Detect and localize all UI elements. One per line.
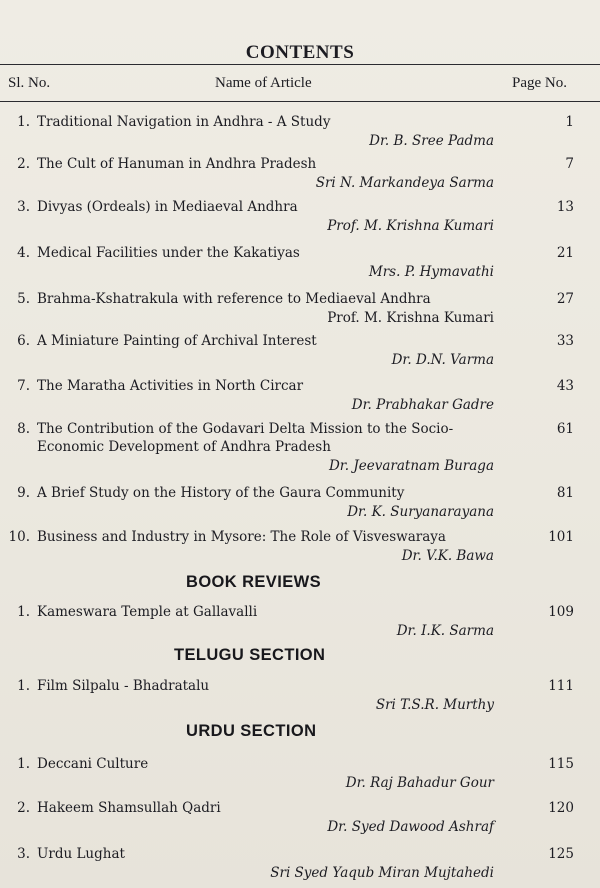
- section-heading-book-reviews: BOOK REVIEWS: [186, 573, 321, 591]
- entry-number: 3.: [17, 199, 30, 215]
- entry-page: 61: [556, 421, 574, 437]
- entry-author: Dr. Jeevaratnam Buraga: [328, 458, 494, 474]
- entry-number: 2.: [17, 800, 30, 816]
- entry-title: Divyas (Ordeals) in Mediaeval Andhra: [37, 199, 298, 215]
- entry-author: Sri T.S.R. Murthy: [375, 697, 494, 713]
- entry-page: 27: [556, 291, 574, 307]
- entry-title: Medical Facilities under the Kakatiyas: [37, 245, 300, 261]
- entry-title: Business and Industry in Mysore: The Role of Visveswaraya: [37, 529, 446, 545]
- column-sl-no: Sl. No.: [8, 75, 51, 91]
- entry-page: 33: [556, 333, 574, 349]
- entry-title: Kameswara Temple at Gallavalli: [37, 604, 258, 620]
- entry-author: Sri Syed Yaqub Miran Mujtahedi: [270, 865, 494, 881]
- entry-title: Hakeem Shamsullah Qadri: [37, 800, 221, 816]
- entry-page: 7: [565, 156, 574, 172]
- entry-number: 2.: [17, 156, 30, 172]
- entry-number: 1.: [17, 114, 30, 130]
- entry-number: 1.: [17, 756, 30, 772]
- header-bottom-rule: [0, 101, 600, 102]
- entry-title: Urdu Lughat: [37, 846, 125, 862]
- entry-author: Dr. B. Sree Padma: [369, 133, 494, 149]
- page-title: CONTENTS: [245, 42, 355, 63]
- column-page-no: Page No.: [512, 75, 567, 91]
- entry-page: 115: [548, 756, 574, 772]
- entry-author: Dr. K. Suryanarayana: [347, 504, 494, 520]
- entry-title: The Contribution of the Godavari Delta Mission to the Socio-: [37, 421, 454, 437]
- entry-number: 9.: [17, 485, 30, 501]
- column-name-of-article: Name of Article: [215, 75, 312, 91]
- entry-number: 10.: [8, 529, 30, 545]
- entry-author: Dr. V.K. Bawa: [401, 548, 494, 564]
- entry-author: Mrs. P. Hymavathi: [368, 264, 494, 280]
- entry-page: 125: [548, 846, 574, 862]
- section-heading-telugu: TELUGU SECTION: [174, 646, 326, 664]
- entry-page: 111: [548, 678, 574, 694]
- entry-title: The Maratha Activities in North Circar: [37, 378, 304, 394]
- entry-author: Dr. D.N. Varma: [391, 352, 494, 368]
- entry-number: 1.: [17, 678, 30, 694]
- entry-number: 8.: [17, 421, 30, 437]
- entry-page: 21: [556, 245, 574, 261]
- section-heading-urdu: URDU SECTION: [186, 722, 317, 740]
- entry-number: 5.: [17, 291, 30, 307]
- entry-title: A Miniature Painting of Archival Interest: [37, 333, 317, 349]
- entry-page: 101: [548, 529, 574, 545]
- entry-title: The Cult of Hanuman in Andhra Pradesh: [37, 156, 317, 172]
- entry-title: Traditional Navigation in Andhra - A Study: [37, 114, 331, 130]
- entry-number: 7.: [17, 378, 30, 394]
- entry-author: Prof. M. Krishna Kumari: [327, 310, 494, 326]
- entry-title: Film Silpalu - Bhadratalu: [37, 678, 210, 694]
- entry-author: Sri N. Markandeya Sarma: [315, 175, 494, 191]
- entry-number: 3.: [17, 846, 30, 862]
- entry-title-continued: Economic Development of Andhra Pradesh: [37, 439, 331, 455]
- entry-author: Prof. M. Krishna Kumari: [327, 218, 494, 234]
- entry-author: Dr. Raj Bahadur Gour: [345, 775, 494, 791]
- entry-page: 1: [565, 114, 574, 130]
- entry-page: 109: [548, 604, 574, 620]
- entry-title: Deccani Culture: [37, 756, 149, 772]
- entry-title: A Brief Study on the History of the Gaura Community: [37, 485, 405, 501]
- entry-number: 1.: [17, 604, 30, 620]
- entry-page: 13: [556, 199, 574, 215]
- entry-page: 43: [556, 378, 574, 394]
- entry-author: Dr. I.K. Sarma: [396, 623, 494, 639]
- entry-author: Dr. Syed Dawood Ashraf: [327, 819, 494, 835]
- entry-page: 81: [556, 485, 574, 501]
- entry-number: 6.: [17, 333, 30, 349]
- entry-number: 4.: [17, 245, 30, 261]
- entry-page: 120: [548, 800, 574, 816]
- column-headers: [0, 62, 600, 102]
- entry-title: Brahma-Kshatrakula with reference to Mediaeval Andhra: [37, 291, 431, 307]
- entry-author: Dr. Prabhakar Gadre: [351, 397, 494, 413]
